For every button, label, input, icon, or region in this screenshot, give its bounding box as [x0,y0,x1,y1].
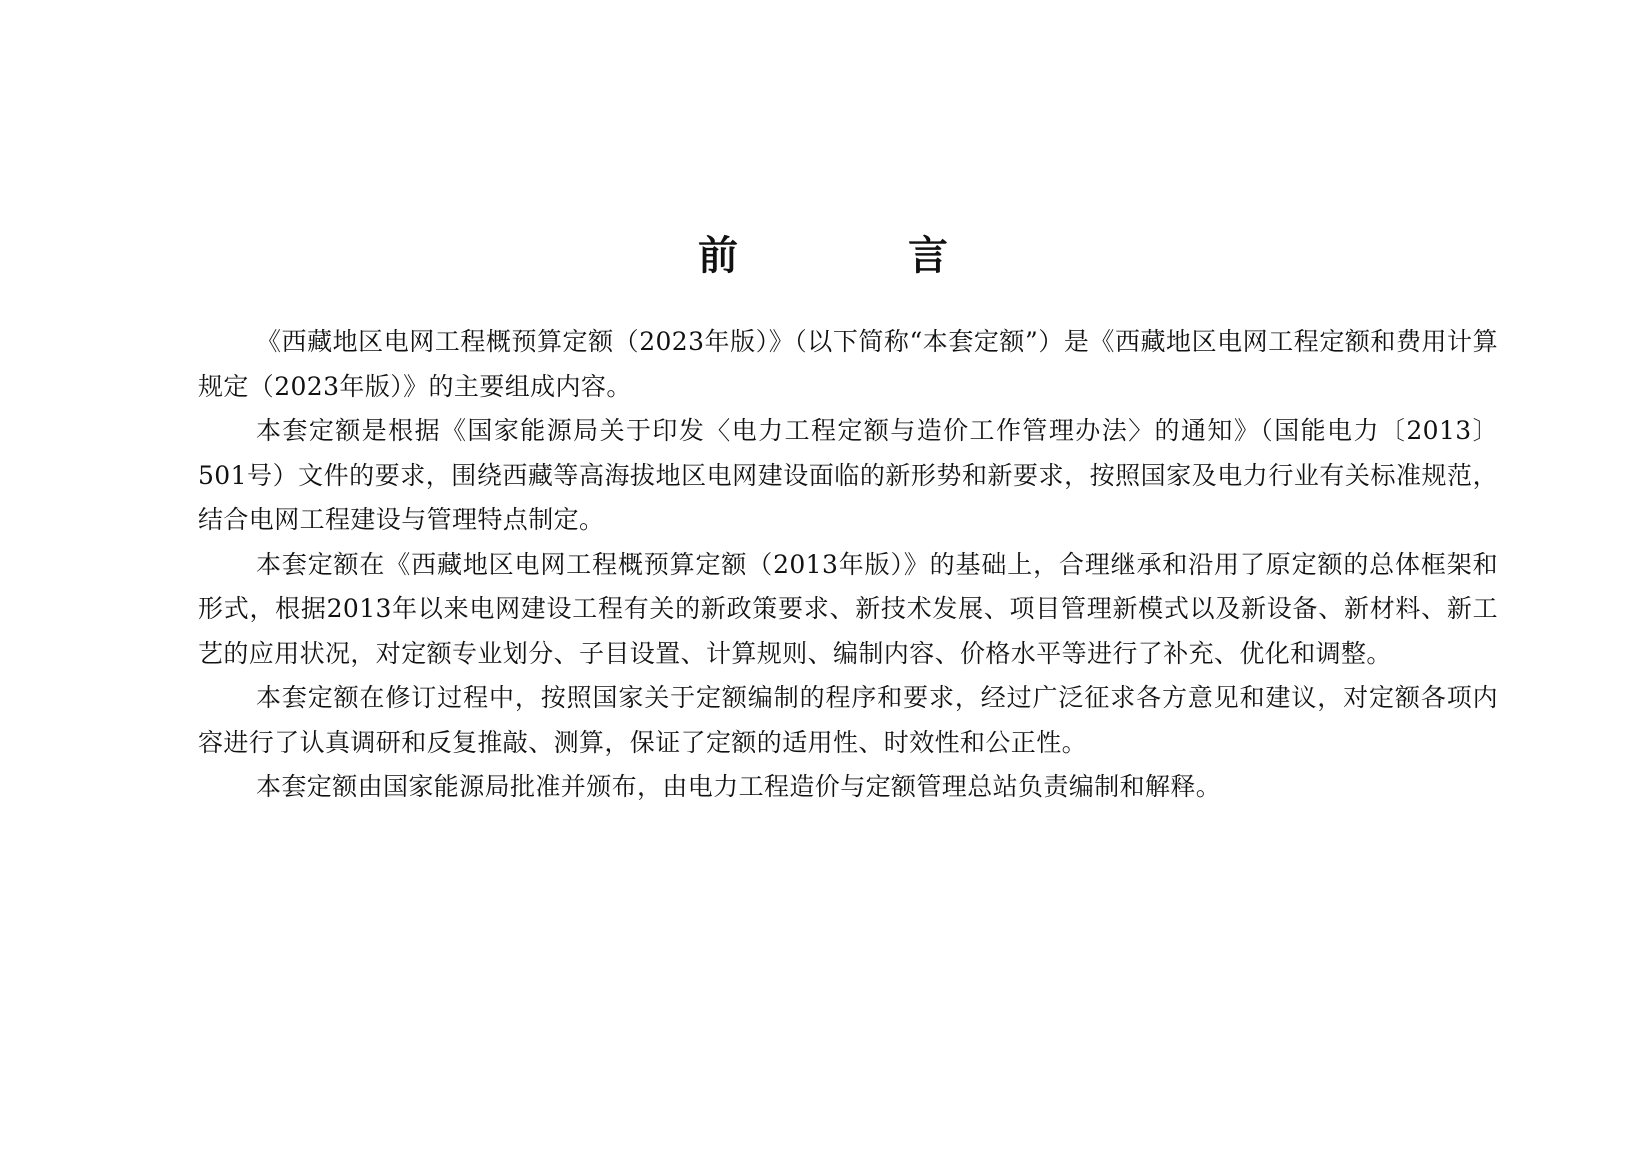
paragraph-3: 本套定额在《西藏地区电网工程概预算定额（2013年版）》的基础上，合理继承和沿用了原定额的总体框架和形式，根据2013年以来电网建设工程有关的新政策要求、新技术发展、项目管理新模式以及新设备、新材料、新工艺的应用状况，对定额专业划分、子目设置、计算规则、编制内容、价格水平等进行了补充、优化和调整。 [198,549,1498,668]
paragraph-2: 本套定额是根据《国家能源局关于印发〈电力工程定额与造价工作管理办法〉的通知》（国能电力〔2013〕501号）文件的要求，围绕西藏等高海拔地区电网建设面临的新形势和新要求，按照国家及电力行业有关标准规范，结合电网工程建设与管理特点制定。 [198,416,1498,534]
page-title: 前 言 [698,232,1026,279]
preface-body [198,320,1498,810]
paragraph-5: 本套定额由国家能源局批准并颁布，由电力工程造价与定额管理总站负责编制和解释。 [256,772,1222,801]
paragraph-1: 《西藏地区电网工程概预算定额（2023年版）》（以下简称“本套定额”）是《西藏地区电网工程定额和费用计算规定（2023年版）》的主要组成内容。 [198,327,1498,401]
paragraph-4: 本套定额在修订过程中，按照国家关于定额编制的程序和要求，经过广泛征求各方意见和建议，对定额各项内容进行了认真调研和反复推敲、测算，保证了定额的适用性、时效性和公正性。 [198,683,1498,757]
